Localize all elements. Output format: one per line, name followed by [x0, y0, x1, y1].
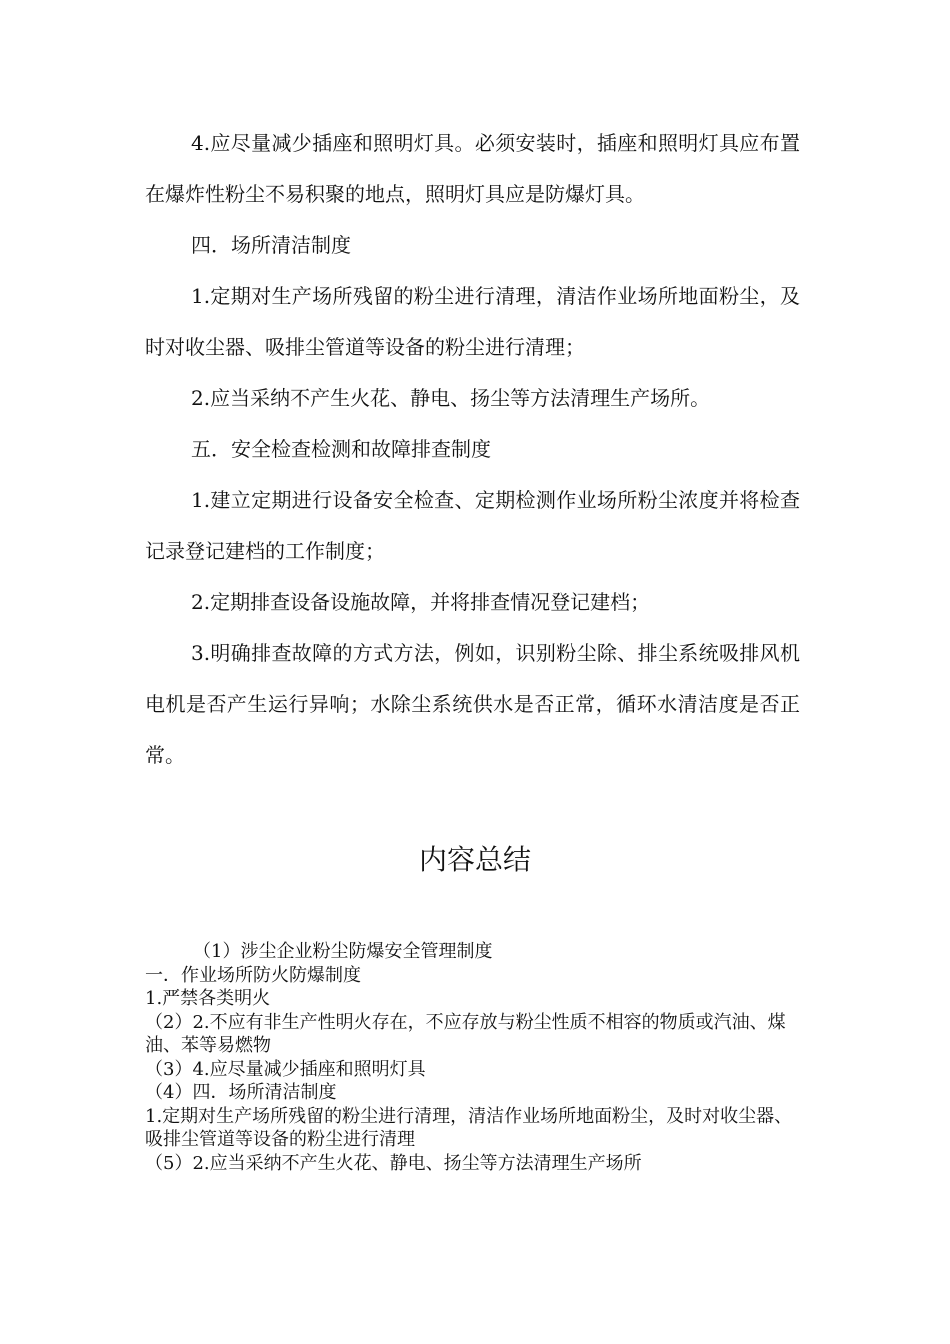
- summary-line: 一．作业场所防火防爆制度: [145, 964, 361, 986]
- paragraph-inspection-records: 1.建立定期进行设备安全检查、定期检测作业场所粉尘浓度并将检查记录登记建档的工作制度；: [145, 488, 800, 563]
- summary-line: 1.严禁各类明火: [145, 988, 271, 1009]
- paragraph-cleaning-method: 2.应当采纳不产生火花、静电、扬尘等方法清理生产场所。: [191, 386, 711, 410]
- summary-title: 内容总结: [418, 843, 531, 876]
- summary-list: [145, 940, 805, 1175]
- paragraph-fault-check: 2.定期排查设备设施故障，并将排查情况登记建档；: [191, 590, 651, 614]
- summary-line: （3）4.应尽量减少插座和照明灯具: [145, 1058, 426, 1080]
- summary-line: 1.定期对生产场所残留的粉尘进行清理，清洁作业场所地面粉尘，及时对收尘器、吸排尘管道等设备的粉尘进行清理: [145, 1105, 793, 1150]
- paragraph-fault-methods: 3.明确排查故障的方式方法，例如，识别粉尘除、排尘系统吸排风机电机是否产生运行异响；水除尘系统供水是否正常，循环水清洁度是否正常。: [145, 641, 800, 767]
- heading-cleaning-system: 四．场所清洁制度: [191, 233, 351, 257]
- heading-inspection-system: 五．安全检查检测和故障排查制度: [191, 437, 491, 461]
- summary-line: （1）涉尘企业粉尘防爆安全管理制度: [193, 941, 493, 962]
- summary-line: （4）四．场所清洁制度: [145, 1082, 337, 1103]
- paragraph-dust-cleanup: 1.定期对生产场所残留的粉尘进行清理，清洁作业场所地面粉尘，及时对收尘器、吸排尘管道等设备的粉尘进行清理；: [145, 284, 800, 359]
- document-body: [145, 118, 800, 781]
- paragraph-sockets-lighting: 4.应尽量减少插座和照明灯具。必须安装时，插座和照明灯具应布置在爆炸性粉尘不易积聚的地点，照明灯具应是防爆灯具。: [145, 131, 800, 206]
- summary-line: （2）2.不应有非生产性明火存在，不应存放与粉尘性质不相容的物质或汽油、煤油、苯等易燃物: [145, 1011, 786, 1056]
- summary-line: （5）2.应当采纳不产生火花、静电、扬尘等方法清理生产场所: [145, 1152, 642, 1174]
